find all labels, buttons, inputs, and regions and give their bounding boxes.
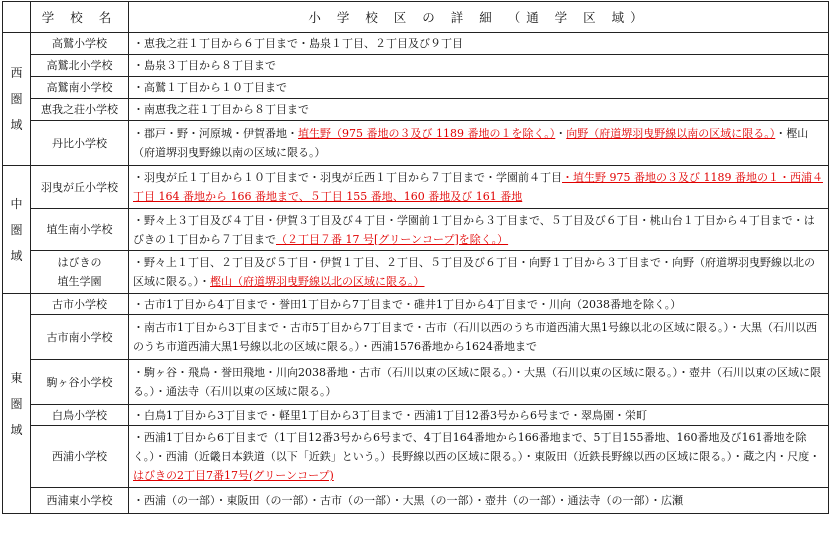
school-name-line: 西浦小学校 [52,450,107,463]
school-name [31,488,129,514]
detail-text: ・南古市1丁目から3丁目まで・古市5丁目から7丁目まで・古市（石川以西のうち市道西浦大黒1号線以北の区域に限る。）・大黒（石川以西のうち市道西浦大黒1号線以北の区域に限る。）・西浦1576番地から1624番地まで [133,321,817,353]
table-row [3,209,829,251]
school-detail [129,488,829,514]
table-row [3,55,829,77]
school-detail [129,209,829,251]
school-name [31,55,129,77]
school-name [31,315,129,360]
area-west: 西 圏 域 [3,33,31,166]
corner-cell [3,2,31,33]
school-detail [129,294,829,315]
school-name-line: 丹比小学校 [52,136,107,150]
school-name [31,360,129,405]
amended-text: （２丁目７番 17 号[グリーンコープ]を除く。） [276,232,509,246]
school-name [31,426,129,488]
school-detail [129,315,829,360]
table-row [3,99,829,121]
school-name-line: はびきの [57,256,102,269]
school-name [31,209,129,251]
amended-text: 樫山（府道堺羽曳野線以北の区域に限る。） [210,275,425,288]
detail-text: ・野々上３丁目及び４丁目・伊賀３丁目及び４丁目・学園前１丁目から３丁目まで、５丁目及び６丁目・桃山台１丁目から４丁目まで・はびきの１丁目から７丁目まで [133,213,815,246]
area-east: 東 圏 域 [3,294,31,514]
detail-text: ・恵我之荘１丁目から６丁目まで・島泉１丁目、２丁目及び９丁目 [133,37,463,50]
school-detail [129,251,829,294]
school-name [31,251,129,294]
school-name-line: 高鷲北小学校 [46,59,113,72]
school-detail [129,99,829,121]
school-name-line: 古市小学校 [52,297,107,311]
header-row [3,2,829,33]
school-detail [129,426,829,488]
school-name-line: 羽曳が丘小学校 [41,180,118,194]
school-name-line: 西浦東小学校 [46,494,113,507]
table-row [3,33,829,55]
detail-text: ・白鳥1丁目から3丁目まで・軽里1丁目から3丁目まで・西浦1丁目12番3号から6号まで・翠鳥園・栄町 [133,408,647,422]
table-row [3,251,829,294]
school-name-line: 恵我之荘小学校 [41,103,118,116]
school-detail [129,166,829,209]
detail-text: ・西浦（の一部）・東阪田（の一部）・古市（の一部）・大黒（の一部）・壺井（の一部）・通法寺（の一部）・広瀬 [133,494,683,507]
school-name [31,121,129,166]
detail-header: 小 学 校 区 の 詳 細 （通 学 区 域） [129,2,829,33]
detail-text: ・樫山（府道堺羽曳野線以南の区域に限る。） [133,127,809,159]
detail-text: ・西浦1丁目から6丁目まで（1丁目12番3号から6号まで、4丁目164番地から166番地まで、5丁目155番地、160番地及び161番地を除く。）・西浦（近畿日本鉄道（以下「近鉄」という。）長野線以西の区域に限る。）・東阪田（近鉄長野線以西の区域に限る。）・蔵之内・尺度・ [133,431,821,463]
table-row [3,405,829,426]
table-row [3,360,829,405]
amended-text: はびきの2丁目7番17号(グリーンコープ) [133,469,334,482]
table-row [3,77,829,99]
school-name [31,33,129,55]
school-name-header: 学 校 名 [31,2,129,33]
detail-text: ・野々上１丁目、２丁目及び５丁目・伊賀１丁目、２丁目、５丁目及び６丁目・向野１丁目から３丁目まで・向野（府道堺羽曳野線以北の区域に限る。）・ [133,256,815,288]
school-detail [129,77,829,99]
detail-text: ・古市1丁目から4丁目まで・誉田1丁目から7丁目まで・碓井1丁目から4丁目まで・川向（2038番地を除く。） [133,297,682,311]
school-district-table [2,1,829,514]
detail-text: ・南恵我之荘１丁目から８丁目まで [133,103,309,116]
detail-text: ・羽曳が丘１丁目から１０丁目まで・羽曳が丘西１丁目から７丁目まで・学園前４丁目 [133,171,562,184]
school-name-line: 古市南小学校 [46,330,113,344]
school-name [31,166,129,209]
school-name-line: 埴生学園 [57,275,102,288]
school-detail [129,121,829,166]
amended-text: 埴生野（975 番地の３及び 1189 番地の１を除く。） [298,127,556,140]
table-row [3,426,829,488]
school-name [31,405,129,426]
amended-text: 向野（府道堺羽曳野線以南の区域に限る。） [566,127,776,140]
table-row [3,294,829,315]
table-row [3,488,829,514]
detail-text: ・郡戸・野・河原城・伊賀番地・ [133,127,298,140]
school-name-line: 埴生南小学校 [46,223,113,236]
school-name [31,294,129,315]
school-name [31,99,129,121]
area-center: 中 圏 域 [3,166,31,294]
school-detail [129,405,829,426]
detail-text: ・ [555,127,567,140]
school-name [31,77,129,99]
table-row [3,166,829,209]
school-name-line: 白鳥小学校 [52,408,107,422]
school-detail [129,33,829,55]
school-name-line: 高鷲南小学校 [46,81,113,94]
detail-text: ・高鷲１丁目から１０丁目まで [133,81,287,94]
school-detail [129,360,829,405]
table-row [3,315,829,360]
school-name-line: 駒ヶ谷小学校 [46,375,113,389]
table-row [3,121,829,166]
amended-text: ・埴生野 975 番地の３及び 1189 番地の１・西浦４丁目 164 番地から 166 番地まで、５丁目 155 番地、160 番地及び 161 番地 [133,171,823,203]
school-detail [129,55,829,77]
school-name-line: 高鷲小学校 [52,37,107,50]
detail-text: ・駒ヶ谷・飛鳥・誉田飛地・川向2038番地・古市（石川以東の区域に限る。）・大黒（石川以東の区域に限る。）・壺井（石川以東の区域に限る。）・通法寺（石川以東の区域に限る。） [133,366,821,398]
detail-text: ・島泉３丁目から８丁目まで [133,59,276,72]
